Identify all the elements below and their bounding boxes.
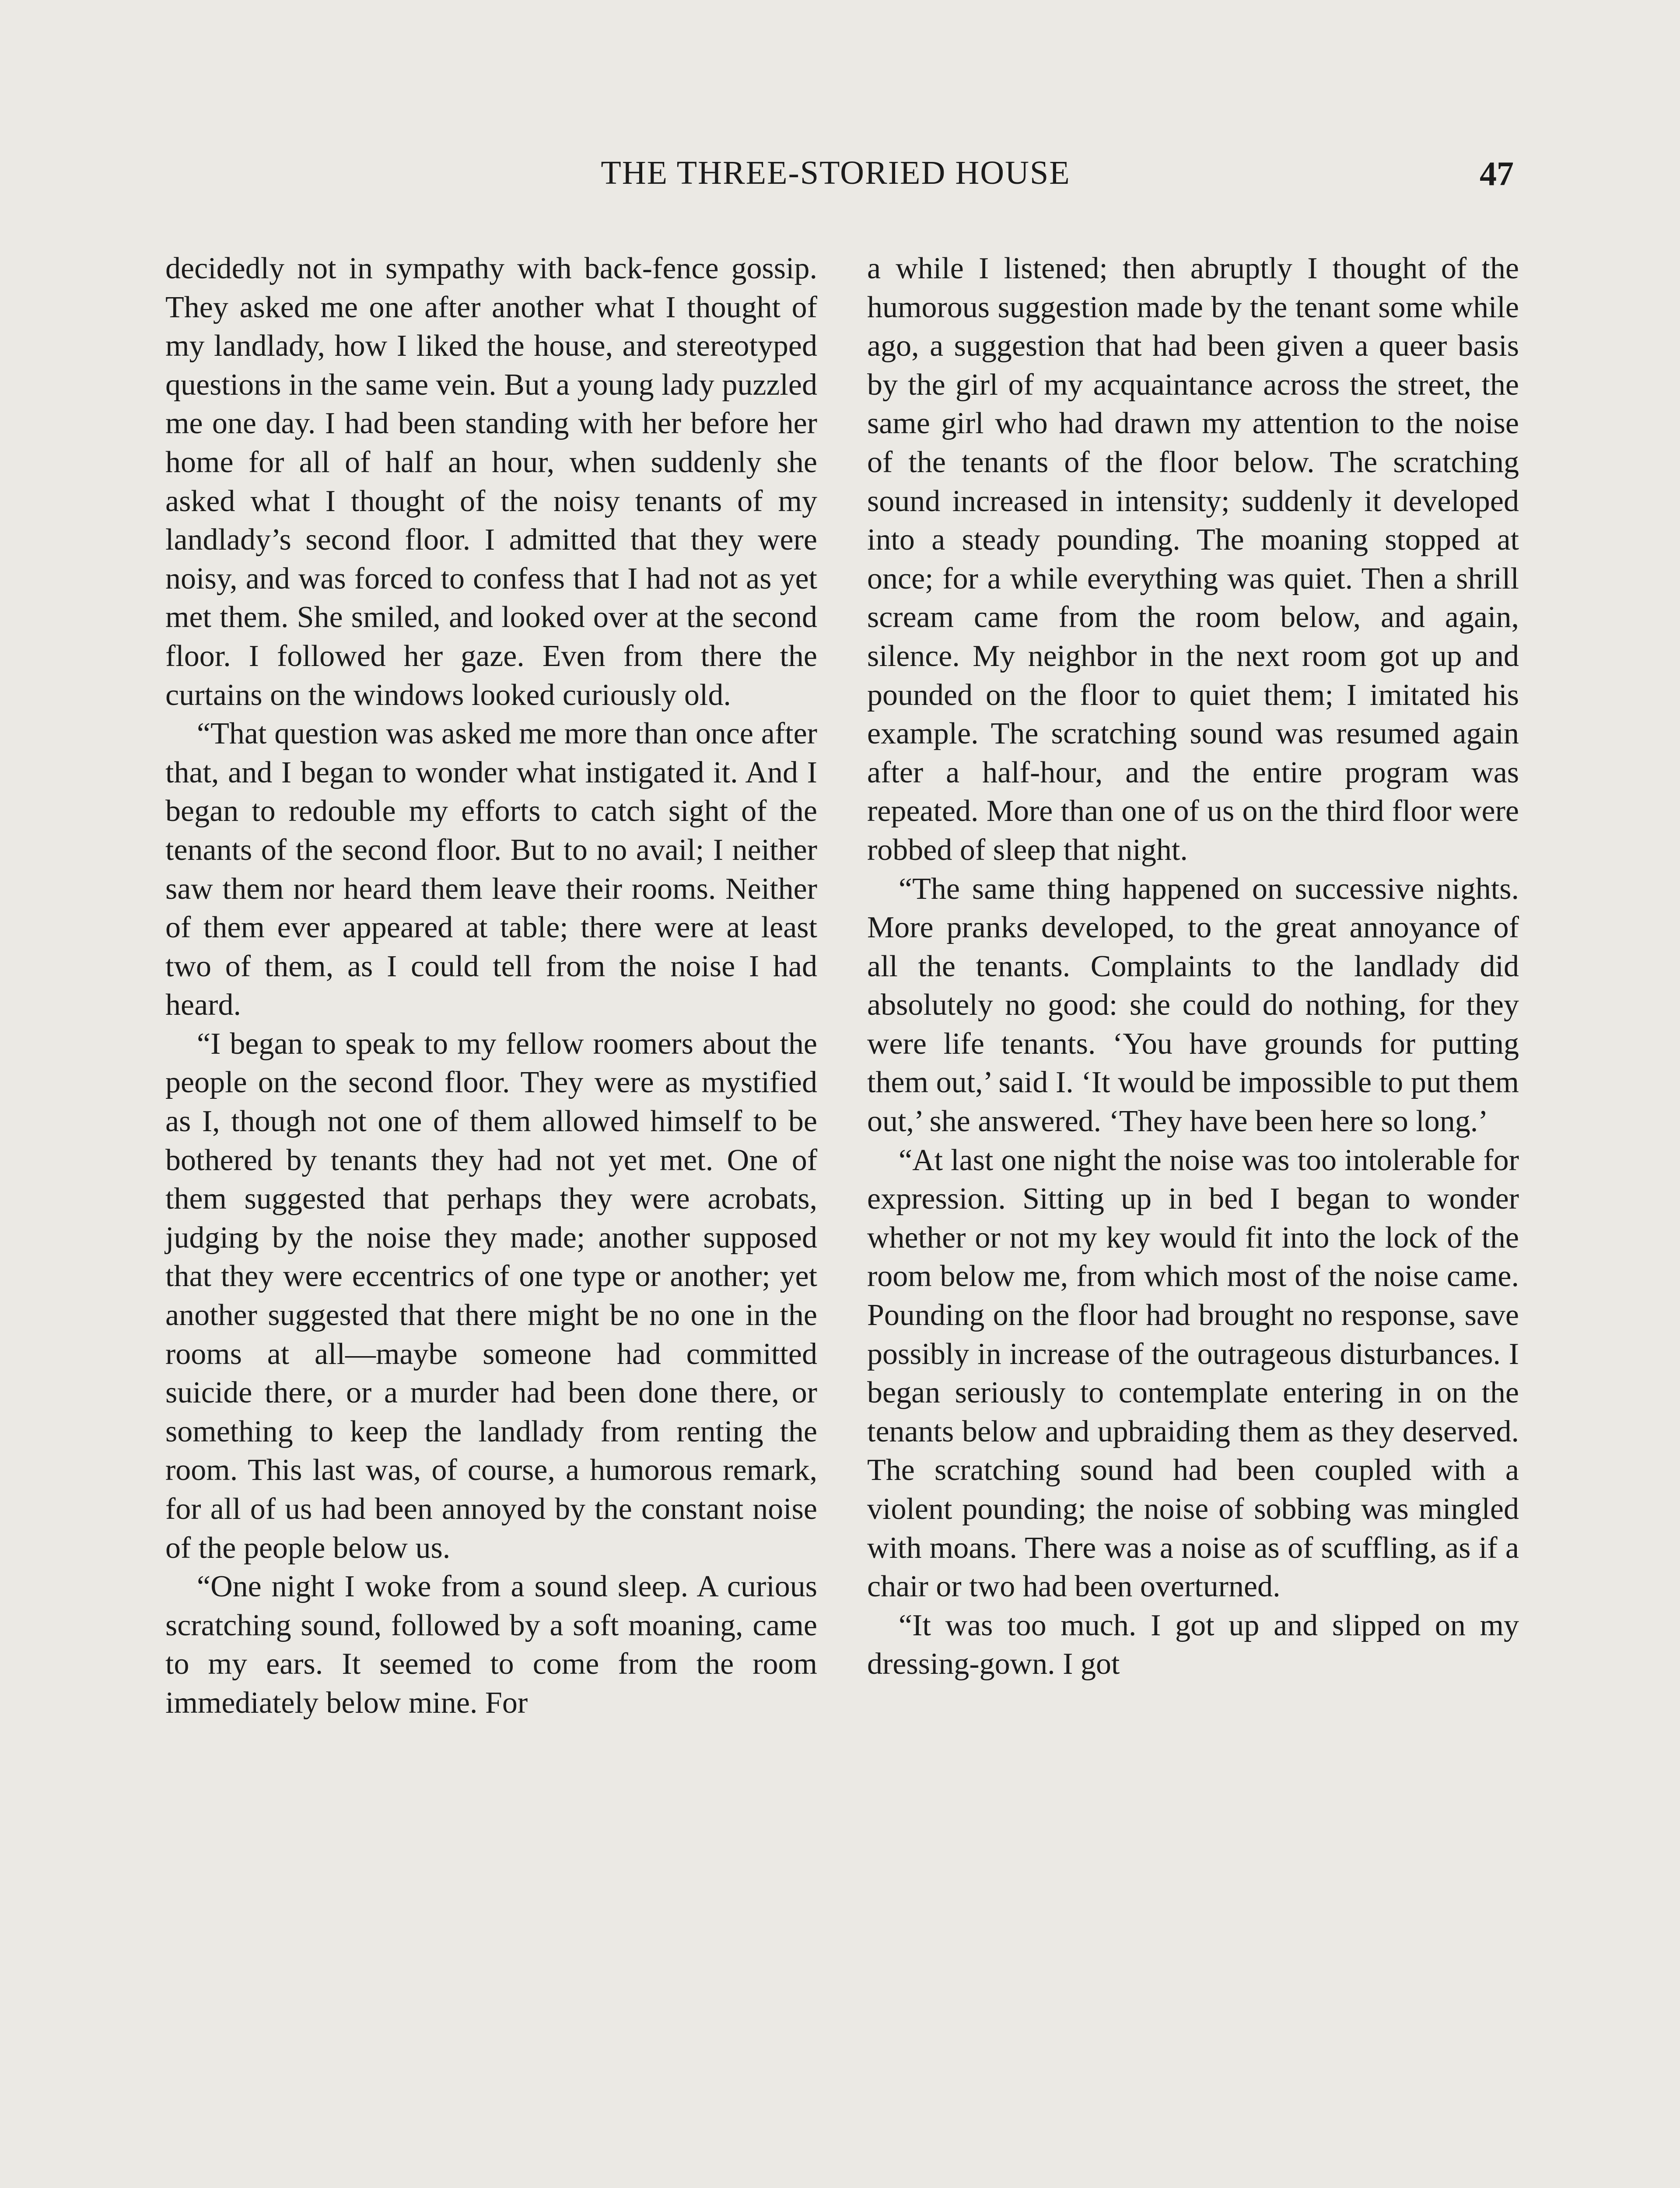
paragraph: decidedly not in sympathy with back-fence gossip. They asked me one after another what I thought of my landlady, how I liked the house, and stereotyped questions in the same vein. But a young lady puzzled me one day. I had been standing with her before her home for all of half an hour, when suddenly she asked what I thought of the noisy tenants of my landlady’s second floor. I admitted that they were noisy, and was forced to confess that I had not as yet met them. She smiled, and looked over at the second floor. I followed her gaze. Even from there the curtains on the windows looked curiously old.	[165, 252, 817, 712]
paragraph: a while I listened; then abruptly I thought of the humorous suggestion made by the tenant some while ago, a suggestion that had been given a queer basis by the girl of my acquaintance across the street, the same girl who had drawn my attention to the noise of the tenants of the floor below. The scratching sound increased in intensity; suddenly it developed into a steady pounding. The moaning stopped at once; for a while everything was quiet. Then a shrill scream came from the room below, and again, silence. My neighbor in the next room got up and pounded on the floor to quiet them; I imitated his example. The scratching sound was resumed again after a half-hour, and the entire program was repeated. More than one of us on the third floor were robbed of sleep that night.	[867, 252, 1519, 867]
right-column	[867, 249, 1519, 1684]
page-number: 47	[1480, 154, 1514, 193]
paragraph: “One night I woke from a sound sleep. A curious scratching sound, followed by a soft moaning, came to my ears. It seemed to come from the room immediately below mine. For	[165, 1570, 817, 1720]
paragraph: “That question was asked me more than once after that, and I began to wonder what instigated it. And I began to redouble my efforts to catch sight of the tenants of the second floor. But to no avail; I neither saw them nor heard them leave their rooms. Neither of them ever appeared at table; there were at least two of them, as I could tell from the noise I had heard.	[165, 717, 817, 1022]
running-title: THE THREE-STORIED HOUSE	[601, 154, 1071, 191]
paragraph: “At last one night the noise was too intolerable for expression. Sitting up in bed I began to wonder whether or not my key would fit into the lock of the room below me, from which most of the noise came. Pounding on the floor had brought no response, save possibly in increase of the outrageous disturbances. I began seriously to contemplate entering in on the tenants below and upbraiding them as they deserved. The scratching sound had been coupled with a violent pounding; the noise of sobbing was mingled with moans. There was a noise as of scuffling, as if a chair or two had been overturned.	[867, 1143, 1519, 1604]
running-head	[158, 154, 1514, 193]
paragraph: “I began to speak to my fellow roomers about the people on the second floor. They were as mystified as I, though not one of them allowed himself to be bothered by tenants they had not yet met. One of them suggested that perhaps they were acrobats, judging by the noise they made; another supposed that they were eccentrics of one type or another; yet another suggested that there might be no one in the rooms at all—maybe someone had committed suicide there, or a murder had been done there, or something to keep the landlady from renting the room. This last was, of course, a humorous remark, for all of us had been annoyed by the constant noise of the people below us.	[165, 1027, 817, 1565]
paragraph: “It was too much. I got up and slipped on my dressing-gown. I got	[867, 1608, 1519, 1681]
left-column	[165, 249, 817, 1723]
paragraph: “The same thing happened on successive nights. More pranks developed, to the great annoyance of all the tenants. Complaints to the landlady did absolutely no good: she could do nothing, for they were life tenants. ‘You have grounds for putting them out,’ said I. ‘It would be impossible to put them out,’ she answered. ‘They have been here so long.’	[867, 872, 1519, 1139]
